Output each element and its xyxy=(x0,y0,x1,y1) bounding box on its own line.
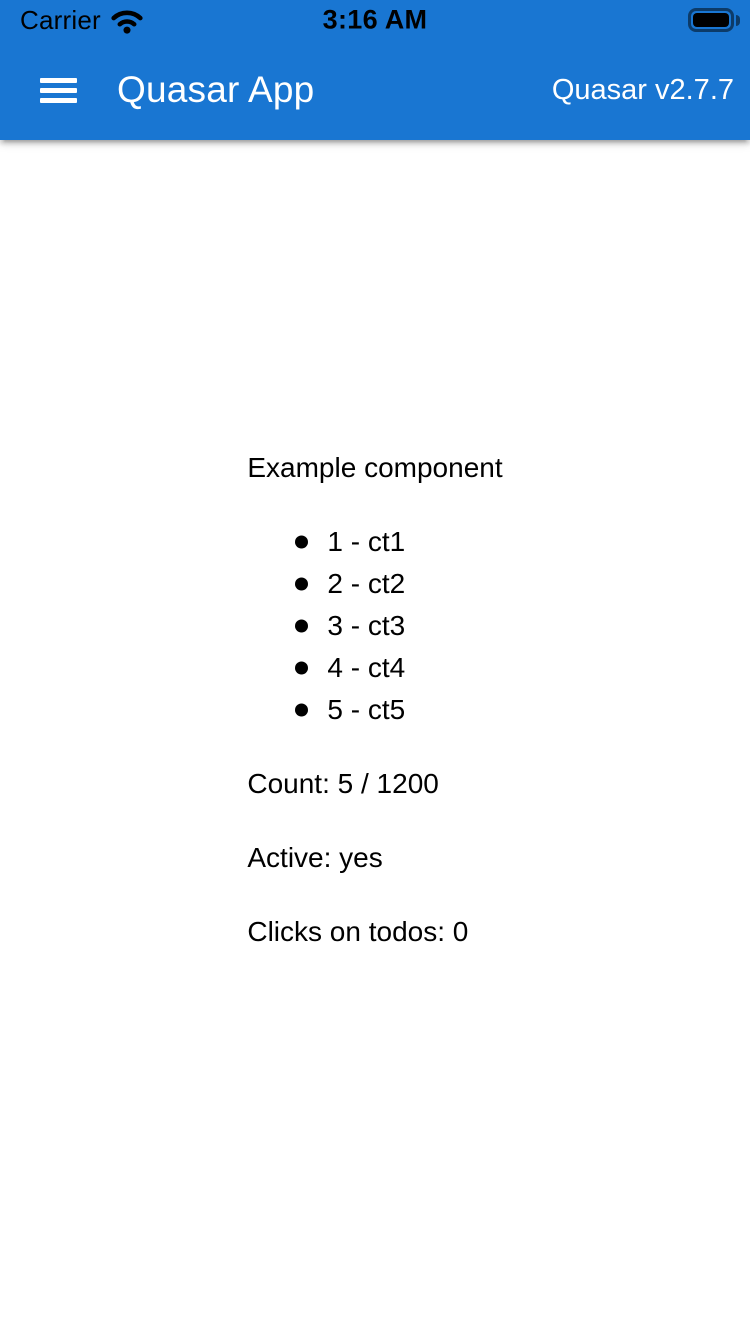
page-container xyxy=(0,140,750,1334)
todo-list xyxy=(247,521,502,731)
carrier-label: Carrier xyxy=(20,4,101,35)
example-component xyxy=(247,447,502,953)
toolbar xyxy=(0,40,750,140)
menu-button[interactable] xyxy=(28,60,88,120)
hamburger-menu-icon xyxy=(40,78,77,83)
status-bar xyxy=(0,0,750,40)
status-time-label: 3:16 AM xyxy=(322,4,428,35)
todo-item[interactable]: 2 - ct2 xyxy=(327,563,502,605)
todo-item[interactable]: 1 - ct1 xyxy=(327,521,502,563)
battery-icon xyxy=(688,8,740,32)
todo-item[interactable]: 4 - ct4 xyxy=(327,647,502,689)
quasar-version-label: Quasar v2.7.7 xyxy=(551,73,734,106)
count-label: Count: 5 / 1200 xyxy=(247,768,439,799)
wifi-icon xyxy=(110,8,144,34)
active-label: Active: yes xyxy=(247,842,383,873)
todo-item[interactable]: 3 - ct3 xyxy=(327,605,502,647)
todo-item[interactable]: 5 - ct5 xyxy=(327,689,502,731)
page-title: Quasar App xyxy=(117,69,315,110)
app-header xyxy=(0,0,750,140)
clicks-label: Clicks on todos: 0 xyxy=(247,916,469,947)
example-heading: Example component xyxy=(247,452,503,483)
